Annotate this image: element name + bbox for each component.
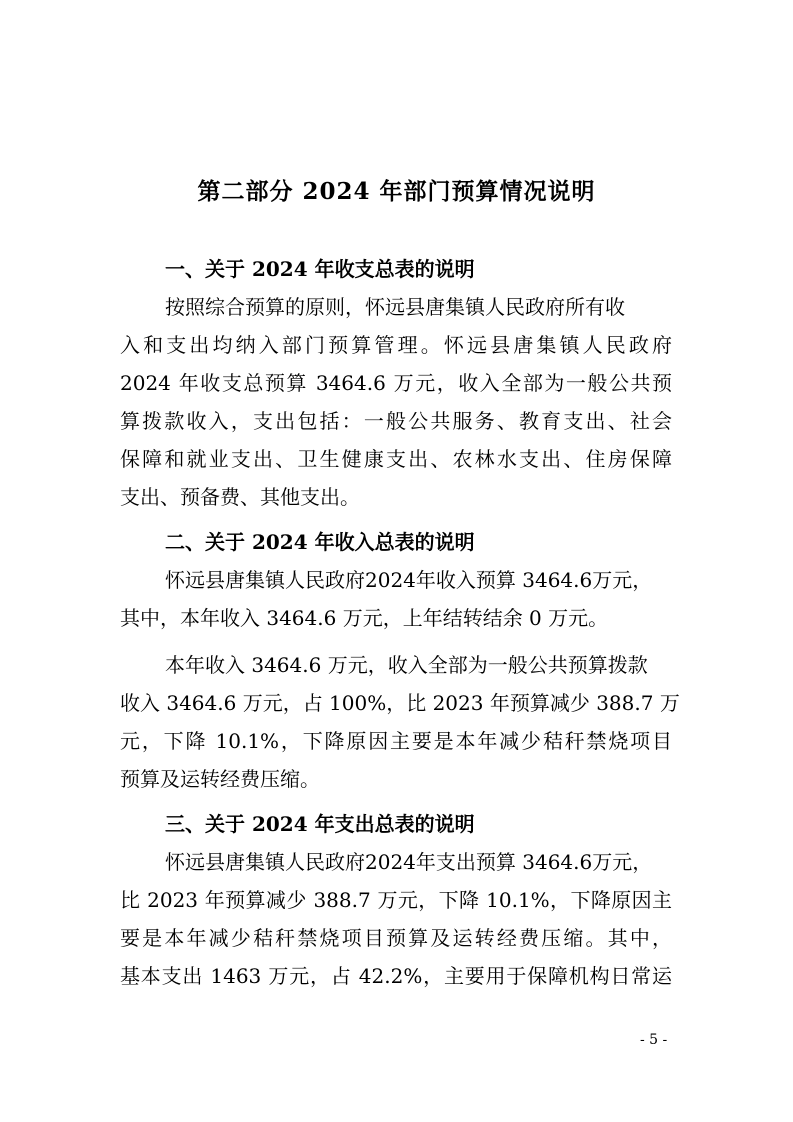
paragraph-line: 比 2023 年预算减少 388.7 万元，下降 10.1%，下降原因主	[120, 888, 672, 912]
paragraph-line: 算拨款收入，支出包括：一般公共服务、教育支出、社会	[120, 409, 672, 433]
section-heading-3: 三、关于 2024 年支出总表的说明	[165, 812, 475, 836]
paragraph-line: 怀远县唐集镇人民政府2024年支出预算 3464.6万元，	[165, 850, 653, 874]
paragraph-line: 入和支出均纳入部门预算管理。怀远县唐集镇人民政府	[120, 333, 672, 357]
paragraph-line: 预算及运转经费压缩。	[120, 767, 320, 791]
page-number: - 5 -	[640, 1032, 668, 1048]
paragraph-line: 怀远县唐集镇人民政府2024年收入预算 3464.6万元，	[165, 568, 653, 592]
section-heading-1: 一、关于 2024 年收支总表的说明	[165, 257, 475, 281]
section-heading-2: 二、关于 2024 年收入总表的说明	[165, 530, 475, 554]
paragraph-line: 2024 年收支总预算 3464.6 万元，收入全部为一般公共预	[120, 371, 672, 395]
paragraph-line: 收入 3464.6 万元，占 100%，比 2023 年预算减少 388.7 万	[120, 691, 680, 715]
paragraph-line: 元，下降 10.1%，下降原因主要是本年减少秸秆禁烧项目	[120, 729, 672, 753]
paragraph-line: 支出、预备费、其他支出。	[120, 485, 360, 509]
paragraph-line: 按照综合预算的原则，怀远县唐集镇人民政府所有收	[165, 295, 625, 319]
paragraph-line: 其中，本年收入 3464.6 万元，上年结转结余 0 万元。	[120, 606, 609, 630]
paragraph-line: 要是本年减少秸秆禁烧项目预算及运转经费压缩。其中，	[120, 926, 672, 950]
page-title: 第二部分 2024 年部门预算情况说明	[197, 178, 596, 205]
paragraph-line: 本年收入 3464.6 万元，收入全部为一般公共预算拨款	[165, 653, 648, 677]
paragraph-line: 基本支出 1463 万元，占 42.2%，主要用于保障机构日常运	[120, 964, 672, 988]
paragraph-line: 保障和就业支出、卫生健康支出、农林水支出、住房保障	[120, 447, 672, 471]
